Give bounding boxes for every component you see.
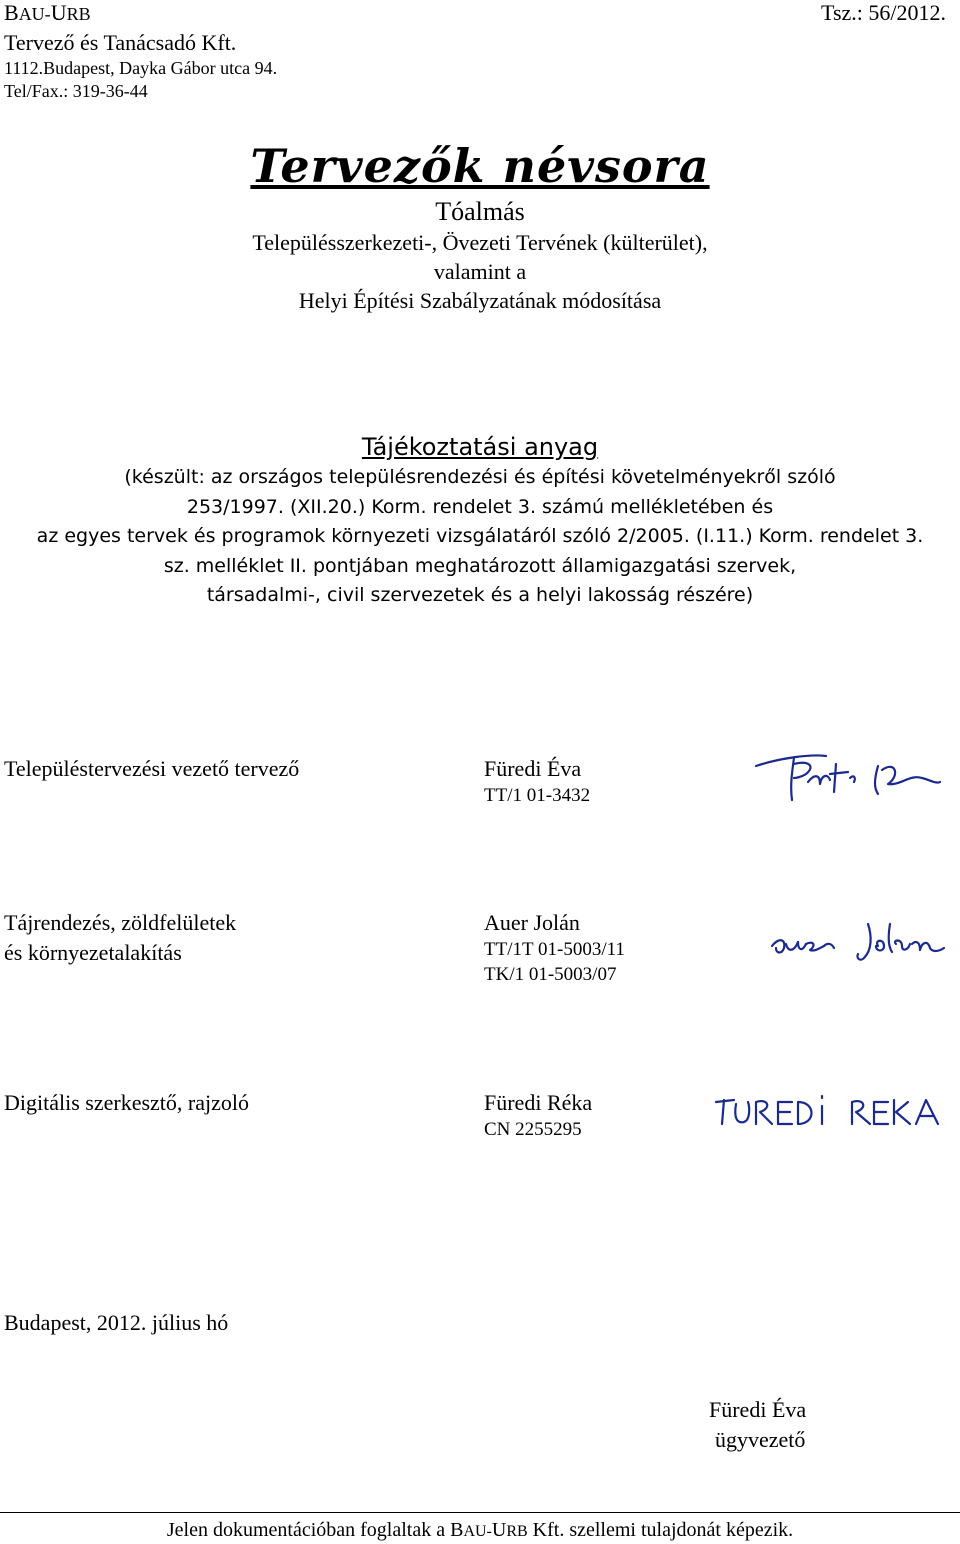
designer-name: Füredi Éva: [484, 756, 582, 781]
designer-role: és környezetalakítás: [4, 940, 182, 965]
footer-company-rb: RB: [506, 1523, 528, 1540]
designer-role: Tájrendezés, zöldfelületek: [4, 910, 237, 935]
designer-role: Digitális szerkesztő, rajzoló: [4, 1090, 249, 1115]
footer-text-pre: Jelen dokumentációban foglaltak a: [166, 1519, 451, 1541]
footer-divider: [0, 1512, 960, 1513]
footer-company-u: U: [491, 1519, 507, 1541]
designer-role: Településtervezési vezető tervező: [4, 756, 300, 781]
page-title: Tervezők névsora: [250, 139, 710, 193]
designer-id: TK/1 01-5003/07: [484, 964, 617, 985]
title-line-and: valamint a: [433, 259, 527, 284]
info-line: (készült: az országos településrendezési és építési követelményekről szóló: [124, 466, 836, 488]
info-line: társadalmi-, civil szervezetek és a helyi lakosság részére): [206, 584, 754, 606]
document-number: Tsz.: 56/2012.: [821, 0, 946, 25]
title-line-plan: Településszerkezeti-, Övezeti Tervének (külterület),: [252, 230, 708, 255]
company-phone: Tel/Fax.: 319-36-44: [4, 81, 148, 101]
company-name-b: B: [4, 0, 19, 25]
footer-note: [0, 1518, 960, 1544]
title-line-regulation: Helyi Építési Szabályzatának módosítása: [298, 288, 662, 313]
place-date: Budapest, 2012. július hó: [4, 1310, 229, 1335]
company-name-rb: RB: [66, 4, 91, 24]
footer-company-au: AU-: [463, 1523, 492, 1540]
settlement-name: Tóalmás: [435, 197, 525, 226]
company-address: 1112.Budapest, Dayka Gábor utca 94.: [4, 58, 278, 78]
company-name-au: AU-: [18, 4, 51, 24]
footer-company-b: B: [450, 1519, 464, 1541]
info-line: az egyes tervek és programok környezeti vizsgálatáról szóló 2/2005. (I.11.) Korm. rendelet 3.: [36, 525, 924, 547]
info-line: sz. melléklet II. pontjában meghatározott államigazgatási szervek,: [163, 555, 797, 577]
signatory-title: ügyvezető: [715, 1427, 806, 1452]
info-heading: Tájékoztatási anyag: [361, 433, 599, 461]
designer-id: TT/1T 01-5003/11: [484, 939, 625, 960]
designer-id: TT/1 01-3432: [484, 785, 591, 806]
signature-auer-jolan: [768, 916, 948, 968]
info-line: 253/1997. (XII.20.) Korm. rendelet 3. számú mellékletében és: [186, 496, 774, 518]
company-subtitle: Tervező és Tanácsadó Kft.: [4, 30, 237, 55]
designer-id: CN 2255295: [484, 1119, 582, 1140]
designer-name: Füredi Réka: [484, 1090, 593, 1115]
signature-furedi-reka: [712, 1090, 948, 1132]
designer-name: Auer Jolán: [484, 910, 580, 935]
company-name-u: U: [50, 0, 67, 25]
signatory-name: Füredi Éva: [709, 1397, 807, 1422]
company-name: [4, 0, 91, 27]
footer-text-post: Kft. szellemi tulajdonát képezik.: [527, 1519, 794, 1541]
signature-fureди-eva: [750, 744, 945, 806]
